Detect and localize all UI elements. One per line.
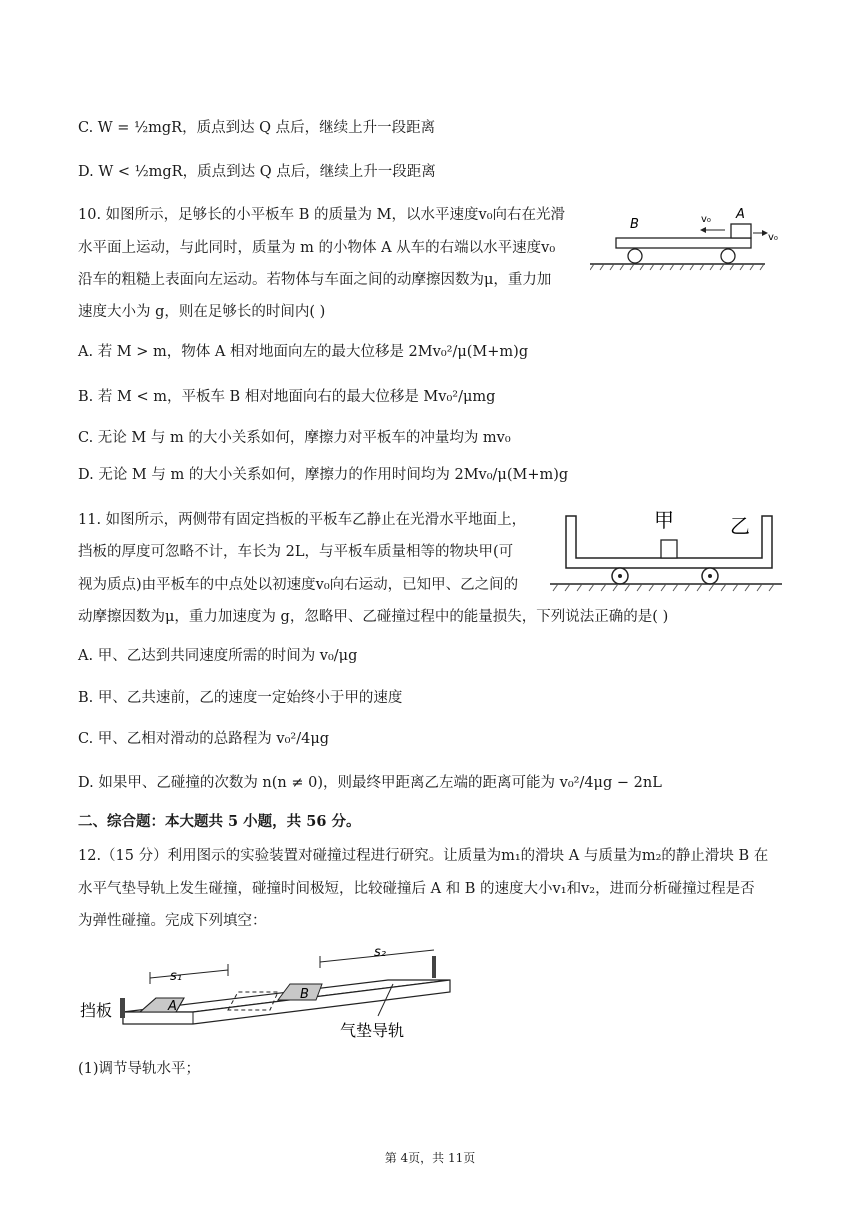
left-baffle xyxy=(120,998,125,1018)
q11-stem-line2: 挡板的厚度可忽略不计，车长为 2L，与平板车质量相等的物块甲(可 xyxy=(78,544,514,560)
q9-option-c-text: C. W = ½mgR，质点到达 Q 点后，继续上升一段距离 xyxy=(78,120,436,136)
right-baffle xyxy=(432,956,436,978)
q11-stem-line1: 11. 如图所示，两侧带有固定挡板的平板车乙静止在光滑水平地面上， xyxy=(78,512,527,528)
label-air-track: 气垫导轨 xyxy=(340,1021,405,1040)
wheel-left xyxy=(628,249,642,263)
q10-stem-line4: 速度大小为 g，则在足够长的时间内( ) xyxy=(78,304,326,320)
block-a xyxy=(731,224,751,238)
q12-stem-line1: 12.（15 分）利用图示的实验装置对碰撞过程进行研究。让质量为m₁的滑块 A 与质量为m₂的静止滑块 B 在 xyxy=(78,848,769,864)
label-block-a: A xyxy=(168,999,177,1014)
q10-option-b: B. 若 M < m，平板车 B 相对地面向右的最大位移是 Mv₀²/μmg xyxy=(78,389,496,405)
label-b: B xyxy=(630,217,639,232)
label-v0-left: v₀ xyxy=(701,214,711,225)
q12-stem-line3: 为弹性碰撞。完成下列填空： xyxy=(78,913,267,929)
label-block-b: B xyxy=(300,987,309,1002)
q9-option-d xyxy=(78,162,436,182)
q9-option-d-text: D. W < ½mgR，质点到达 Q 点后，继续上升一段距离 xyxy=(78,164,436,180)
cart-b xyxy=(616,238,751,248)
q10-option-a: A. 若 M > m，物体 A 相对地面向左的最大位移是 2Mv₀²/μ(M+m)g xyxy=(78,344,529,360)
q11-option-d: D. 如果甲、乙碰撞的次数为 n(n ≠ 0)，则最终甲距离乙左端的距离可能为 v₀²/4μg − 2nL xyxy=(78,775,662,791)
q12-stem-line2: 水平气垫导轨上发生碰撞，碰撞时间极短，比较碰撞后 A 和 B 的速度大小v₁和v₂，进而分析碰撞过程是否 xyxy=(78,881,755,897)
label-a: A xyxy=(736,207,745,222)
q9-option-c xyxy=(78,118,435,138)
q11-option-c: C. 甲、乙相对滑动的总路程为 v₀²/4μg xyxy=(78,731,330,747)
q10-stem-line3: 沿车的粗糙上表面向左运动。若物体与车面之间的动摩擦因数为μ，重力加 xyxy=(78,272,552,288)
block-jia xyxy=(661,540,677,558)
label-s2: s₂ xyxy=(374,945,386,960)
q11-option-a: A. 甲、乙达到共同速度所需的时间为 v₀/μg xyxy=(78,648,358,664)
label-yi: 乙 xyxy=(730,514,750,538)
wheel-right xyxy=(721,249,735,263)
q11-stem-line4: 动摩擦因数为μ，重力加速度为 g，忽略甲、乙碰撞过程中的能量损失，下列说法正确的是( ) xyxy=(78,609,669,625)
q10-stem-line2: 水平面上运动，与此同时，质量为 m 的小物体 A 从车的右端以水平速度v₀ xyxy=(78,240,556,256)
q10-cart-figure xyxy=(590,200,790,272)
section-heading: 二、综合题：本大题共 5 小题，共 56 分。 xyxy=(78,813,361,830)
q12-air-track-figure xyxy=(78,940,468,1045)
label-s1: s₁ xyxy=(170,969,182,984)
q11-stem-line3: 视为质点)由平板车的中点处以初速度v₀向右运动，已知甲、乙之间的 xyxy=(78,577,519,593)
q11-option-b: B. 甲、乙共速前，乙的速度一定始终小于甲的速度 xyxy=(78,690,403,706)
q10-stem-line1: 10. 如图所示，足够长的小平板车 B 的质量为 M，以水平速度v₀向右在光滑 xyxy=(78,207,566,223)
q11-cart-figure xyxy=(550,500,790,595)
q12-step1: (1)调节导轨水平； xyxy=(78,1061,201,1077)
label-jia: 甲 xyxy=(654,508,674,532)
page-footer: 第 4页，共 11页 xyxy=(384,1151,476,1165)
label-baffle: 挡板 xyxy=(80,1001,113,1020)
q10-option-d: D. 无论 M 与 m 的大小关系如何，摩擦力的作用时间均为 2Mv₀/μ(M+m)g xyxy=(78,467,569,483)
label-v0-right: v₀ xyxy=(768,232,778,243)
q10-option-c: C. 无论 M 与 m 的大小关系如何，摩擦力对平板车的冲量均为 mv₀ xyxy=(78,430,511,446)
